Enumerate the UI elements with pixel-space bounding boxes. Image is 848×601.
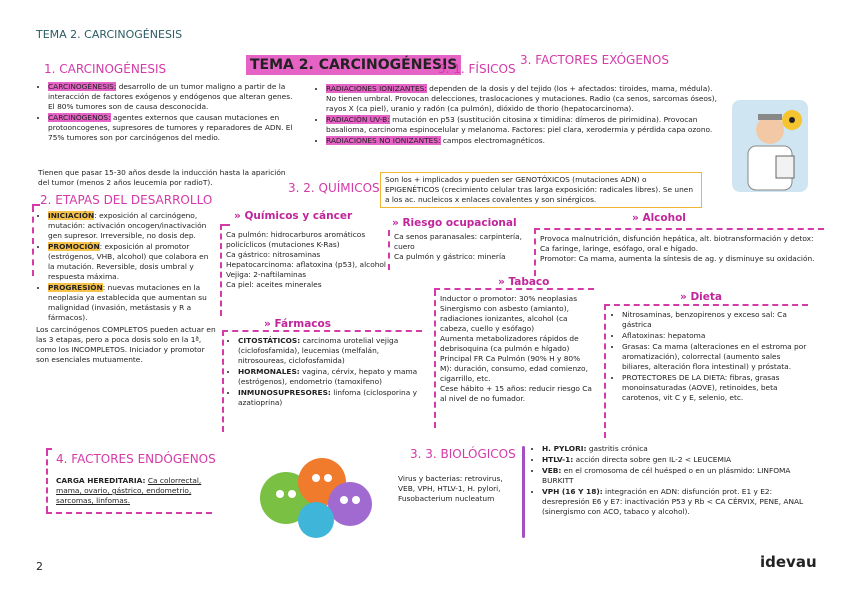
quimicos-cancer-title: » Químicos y cáncer	[234, 210, 353, 222]
list-item: • VEB: en el cromosoma de cél huésped o en un plásmido: LINFOMA BURKITT	[542, 466, 820, 486]
list-item: Sinergismo con asbesto (amianto), radiaciones ionizantes, alcohol (ca cabeza, cuello y esófago)	[440, 304, 569, 333]
list-item: Ca piel: aceites minerales	[226, 280, 322, 289]
list-item: • HORMONALES: vagina, cérvix, hepato y mama (estrógenos), endometrio (tamoxifeno)	[238, 367, 422, 387]
list-item: • RADIACIONES IONIZANTES: dependen de la dosis y del tejido (los + afectados: tiroides, mama, médula). No tienen umbral. Provocan delecciones, traslocaciones y mutaciones. Radio (ca senos, sarcomas óseos), rayos X (ca piel), uranio y radón (ca pulmón), dióxido de thorio (hepatocarcinoma).	[326, 84, 724, 114]
biologicos-title: 3. 3. BIOLÓGICOS	[410, 447, 516, 461]
brand-logo: idevau	[760, 553, 817, 571]
germs-illustration-icon	[246, 438, 386, 544]
header-title: TEMA 2. CARCINOGÉNESIS	[36, 28, 183, 41]
riesgo-title: » Riesgo ocupacional	[392, 217, 517, 229]
riesgo-list	[394, 232, 530, 262]
etapas-note: Los carcinógenos COMPLETOS pueden actuar en las 3 etapas, pero a poca dosis solo en la 1ª, como los INCOMPLETOS. Iniciador y promotor son esenciales mutuamente.	[36, 325, 216, 364]
fisicos-title: 3. 1. FÍSICOS	[438, 62, 516, 76]
list-item: • Grasas: Ca mama (alteraciones en el estroma por aromatización), colorrectal (aumento sales biliares, alteración flora intestinal) y próstata.	[622, 342, 808, 372]
list-item: • RADIACIÓN UV-B: mutación en p53 (sustitución citosina x timidina: dímeros de pirimidina). Provocan basalioma, carcinoma espinocelular y melanoma. Factores: piel clara, xerodermia y pérdida capa ozono.	[326, 115, 724, 135]
center-title: TEMA 2. CARCINOGÉNESIS	[246, 55, 461, 75]
list-item: Aumenta metabolizadores rápidos de debrisoquina (ca pulmón e hígado)	[440, 334, 579, 353]
endogenos-title: 4. FACTORES ENDÓGENOS	[56, 452, 216, 466]
doctor-illustration-icon	[730, 98, 810, 194]
list-item: • CARCINOGÉNESIS: desarrollo de un tumor maligno a partir de la interacción de factores exógenos y endógenos que alteran genes. El 80% tumores son de causa desconocida.	[48, 82, 298, 112]
page-number: 2	[36, 560, 43, 573]
list-item: Provoca malnutrición, disfunción hepática, alt. biotransformación y detox: Ca faringe, laringe, esófago, oral e hígado.	[540, 234, 814, 253]
tabaco-title: » Tabaco	[498, 276, 550, 288]
list-item: Ca gástrico: nitrosaminas	[226, 250, 321, 259]
list-item: • H. PYLORI: gastritis crónica	[542, 444, 820, 454]
alcohol-list	[540, 234, 824, 264]
list-item: Ca senos paranasales: carpintería, cuero	[394, 232, 522, 251]
list-item: • Nitrosaminas, benzopirenos y exceso sal: Ca gástrica	[622, 310, 808, 330]
section-exogenos-title: 3. FACTORES EXÓGENOS	[520, 53, 669, 67]
list-item: • INMUNOSUPRESORES: linfoma (ciclosporina y azatioprina)	[238, 388, 422, 408]
biologicos-list	[530, 444, 820, 518]
tabaco-list	[440, 294, 592, 404]
quimicos-box: Son los + implicados y pueden ser GENOTÓXICOS (mutaciones ADN) o EPIGENÉTICOS (crecimiento celular tras larga exposición: radicales libres). Se unen a los ac. nucleicos x enlaces covalentes y son sinérgicos.	[380, 172, 702, 208]
farmacos-list	[226, 336, 422, 409]
list-item: Promotor: Ca mama, aumenta la síntesis de ag. y disminuye su oxidación.	[540, 254, 815, 263]
quimicos-title: 3. 2. QUÍMICOS	[288, 181, 380, 195]
dieta-title: » Dieta	[680, 291, 722, 303]
quimicos-list	[226, 230, 388, 290]
list-item: • CARCINÓGENOS: agentes externos que causan mutaciones en protooncogenes, supresores de tumores y reparadores de ADN. El 75% tumores son por carcinógenos del medio.	[48, 113, 298, 143]
section-etapas-title: 2. ETAPAS DEL DESARROLLO	[40, 193, 213, 207]
list-item: • RADIACIONES NO IONIZANTES: campos electromagnéticos.	[326, 136, 724, 146]
list-item: • Aflatoxinas: hepatoma	[622, 331, 808, 341]
list-item: • PROGRESIÓN: nuevas mutaciones en la neoplasia ya establecida que aumentan su malignidad (invasión, metástasis y R a fármacos).	[48, 283, 216, 323]
list-item: • PROTECTORES DE LA DIETA: fibras, grasas monoinsaturadas (AOVE), retinoides, beta carotenos, vit C y E, selenio, etc.	[622, 373, 808, 403]
list-item: • PROMOCIÓN: exposición al promotor (estrógenos, VHB, alcohol) que colabora en la mutación. Reversible, dosis umbral y respuesta máxima.	[48, 242, 216, 282]
section-carcinogenesis-title: 1. CARCINOGÉNESIS	[44, 62, 167, 76]
alcohol-title: » Alcohol	[632, 212, 686, 224]
list-item: • CITOSTÁTICOS: carcinoma urotelial vejiga (ciclofosfamida), leucemias (melfalán, nitrosoureas, ciclofosfamida)	[238, 336, 422, 366]
list-item: Vejiga: 2-naftilaminas	[226, 270, 307, 279]
list-item: Inductor o promotor: 30% neoplasias	[440, 294, 578, 303]
section-etapas-body	[36, 211, 216, 365]
list-item: Ca pulmón y gástrico: minería	[394, 252, 506, 261]
dieta-list	[610, 310, 808, 404]
section-carcinogenesis-body	[36, 82, 298, 144]
list-item: • VPH (16 Y 18): integración en ADN: disfunción prot. E1 y E2: desrepresión E6 y E7: inactivación P53 y Rb < CA CÉRVIX, PENE, ANAL (sinergismo con ACO, tabaco y alcohol).	[542, 487, 820, 517]
fisicos-body	[314, 84, 724, 147]
list-item: Cese hábito + 15 años: reducir riesgo Ca al nivel de no fumador.	[440, 384, 592, 403]
list-item: Hepatocarcinoma: aflatoxina (p53), alcohol	[226, 260, 386, 269]
induction-note: Tienen que pasar 15-30 años desde la inducción hasta la aparición del tumor (menos 2 años leucemia por radioT).	[38, 168, 286, 187]
list-item: • INICIACIÓN: exposición al carcinógeno, mutación: activación oncogen/inactivación gen supresor. Irreversible, no dosis dep.	[48, 211, 216, 241]
list-item: • HTLV-1: acción directa sobre gen IL-2 < LEUCEMIA	[542, 455, 820, 465]
endogenos-body: CARGA HEREDITARIA: Ca colorrectal, mama, ovario, gástrico, endometrio, sarcomas, linfomas.	[56, 476, 202, 505]
list-item: Ca pulmón: hidrocarburos aromáticos policíclicos (mutaciones K-Ras)	[226, 230, 366, 249]
biologicos-text: Virus y bacterias: retrovirus, VEB, VPH, HTLV-1, H. pylori, Fusobacterium nucleatum	[398, 474, 503, 503]
farmacos-title: » Fármacos	[264, 318, 331, 330]
list-item: Principal FR Ca Pulmón (90% H y 80% M): duración, consumo, edad comienzo, cigarrillo, etc.	[440, 354, 588, 383]
